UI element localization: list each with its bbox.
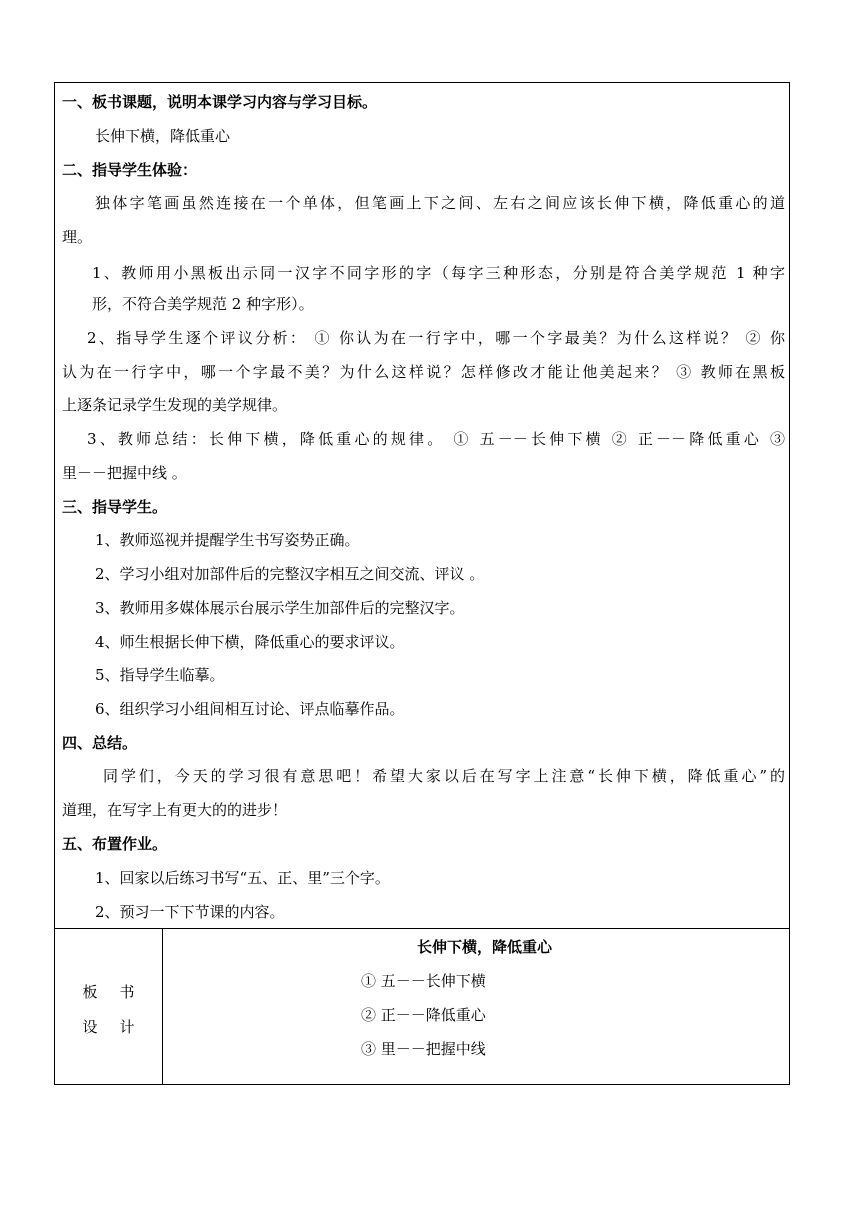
list-item: 4、师生根据长伸下横，降低重心的要求评议。 bbox=[95, 633, 405, 651]
list-item: 1、教师巡视并提醒学生书写姿势正确。 bbox=[95, 531, 360, 549]
section-heading-1: 一、板书课题，说明本课学习内容与学习目标。 bbox=[62, 93, 378, 111]
section-heading-4: 四、总结。 bbox=[62, 734, 138, 752]
list-item: 2、学习小组对加部件后的完整汉字相互之间交流、评议 。 bbox=[95, 565, 485, 583]
board-item: ② 正－－降低重心 bbox=[361, 1006, 486, 1024]
section-heading-3: 三、指导学生。 bbox=[62, 498, 168, 516]
section-heading-2: 二、指导学生体验： bbox=[62, 161, 198, 179]
board-design-label: 板书 bbox=[82, 983, 157, 1001]
paragraph-line: 道理，在写字上有更大的的进步！ bbox=[62, 801, 288, 819]
section-heading-5: 五、布置作业。 bbox=[62, 835, 168, 853]
lesson-table bbox=[54, 82, 790, 1085]
list-item: 6、组织学习小组间相互讨论、评点临摹作品。 bbox=[95, 700, 405, 718]
list-item: 上逐条记录学生发现的美学规律。 bbox=[62, 396, 288, 414]
list-item: 3、教师总结：长伸下横，降低重心的规律。 ① 五－－长伸下横 ② 正－－降低重心 ③ bbox=[87, 430, 785, 448]
board-title: 长伸下横，降低重心 bbox=[417, 938, 553, 956]
list-item: 1、教师用小黑板出示同一汉字不同字形的字（每字三种形态，分别是符合美学规范 1 种字 bbox=[92, 264, 785, 282]
paragraph-line: 理。 bbox=[62, 228, 93, 246]
board-design-label: 设计 bbox=[82, 1018, 157, 1036]
cell-divider bbox=[162, 929, 163, 1085]
list-item: 2、预习一下下节课的内容。 bbox=[95, 903, 285, 921]
board-design-row bbox=[55, 929, 789, 1085]
paragraph-line: 独体字笔画虽然连接在一个单体，但笔画上下之间、左右之间应该长伸下横，降低重心的道 bbox=[95, 194, 785, 212]
list-item: 里－－把握中线 。 bbox=[62, 464, 187, 482]
teaching-process-cell bbox=[55, 83, 789, 929]
list-item: 2、指导学生逐个评议分析： ① 你认为在一行字中，哪一个字最美？为什么这样说？ ② 你 bbox=[87, 329, 785, 347]
board-item: ① 五－－长伸下横 bbox=[361, 972, 486, 990]
list-item: 3、教师用多媒体展示台展示学生加部件后的完整汉字。 bbox=[95, 599, 465, 617]
paragraph-line: 同学们，今天的学习很有意思吧！希望大家以后在写字上注意“长伸下横，降低重心”的 bbox=[103, 767, 785, 785]
board-item: ③ 里－－把握中线 bbox=[361, 1040, 486, 1058]
list-item: 认为在一行字中，哪一个字最不美？为什么这样说？怎样修改才能让他美起来？ ③ 教师在黑板 bbox=[62, 363, 785, 381]
list-item: 1、回家以后练习书写“五、正、里”三个字。 bbox=[95, 869, 390, 887]
list-item: 5、指导学生临摹。 bbox=[95, 666, 225, 684]
lesson-topic: 长伸下横，降低重心 bbox=[95, 127, 231, 145]
list-item: 形，不符合美学规范 2 种字形）。 bbox=[92, 295, 314, 313]
